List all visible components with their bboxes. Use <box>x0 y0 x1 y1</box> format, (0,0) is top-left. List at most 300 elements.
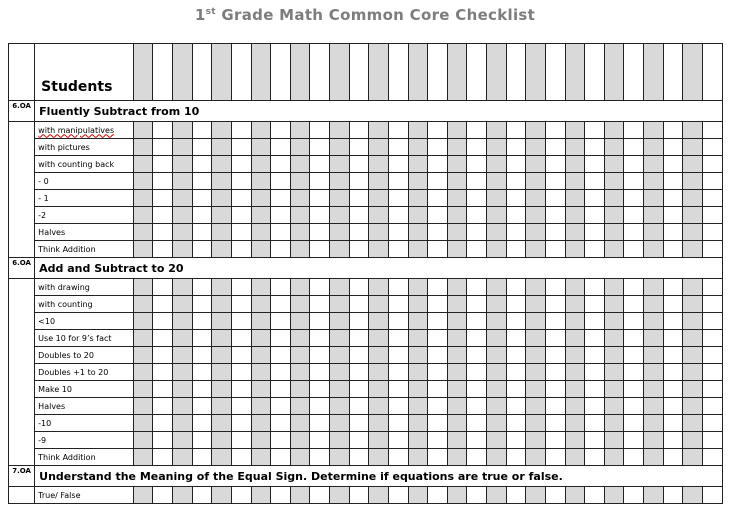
check-cell[interactable] <box>192 156 212 173</box>
student-name-cell[interactable] <box>644 44 664 101</box>
check-cell[interactable] <box>585 330 605 347</box>
check-cell[interactable] <box>447 364 467 381</box>
check-cell[interactable] <box>251 381 271 398</box>
check-cell[interactable] <box>663 432 683 449</box>
check-cell[interactable] <box>526 381 546 398</box>
check-cell[interactable] <box>271 279 291 296</box>
check-cell[interactable] <box>408 415 428 432</box>
check-cell[interactable] <box>192 313 212 330</box>
check-cell[interactable] <box>467 347 487 364</box>
check-cell[interactable] <box>585 207 605 224</box>
check-cell[interactable] <box>408 449 428 466</box>
check-cell[interactable] <box>251 398 271 415</box>
check-cell[interactable] <box>545 415 565 432</box>
check-cell[interactable] <box>173 207 193 224</box>
check-cell[interactable] <box>428 487 448 504</box>
check-cell[interactable] <box>624 364 644 381</box>
check-cell[interactable] <box>545 207 565 224</box>
check-cell[interactable] <box>408 139 428 156</box>
student-name-cell[interactable] <box>349 44 369 101</box>
check-cell[interactable] <box>290 330 310 347</box>
check-cell[interactable] <box>565 364 585 381</box>
check-cell[interactable] <box>192 122 212 139</box>
check-cell[interactable] <box>349 241 369 258</box>
check-cell[interactable] <box>526 279 546 296</box>
check-cell[interactable] <box>467 415 487 432</box>
check-cell[interactable] <box>231 487 251 504</box>
check-cell[interactable] <box>545 122 565 139</box>
check-cell[interactable] <box>663 364 683 381</box>
check-cell[interactable] <box>153 398 173 415</box>
check-cell[interactable] <box>565 241 585 258</box>
check-cell[interactable] <box>487 449 507 466</box>
check-cell[interactable] <box>526 156 546 173</box>
check-cell[interactable] <box>624 122 644 139</box>
check-cell[interactable] <box>251 207 271 224</box>
check-cell[interactable] <box>624 347 644 364</box>
check-cell[interactable] <box>506 207 526 224</box>
check-cell[interactable] <box>369 364 389 381</box>
check-cell[interactable] <box>271 224 291 241</box>
check-cell[interactable] <box>408 207 428 224</box>
check-cell[interactable] <box>644 313 664 330</box>
check-cell[interactable] <box>369 224 389 241</box>
check-cell[interactable] <box>231 190 251 207</box>
check-cell[interactable] <box>251 241 271 258</box>
check-cell[interactable] <box>310 156 330 173</box>
check-cell[interactable] <box>624 279 644 296</box>
check-cell[interactable] <box>702 279 722 296</box>
check-cell[interactable] <box>192 279 212 296</box>
check-cell[interactable] <box>388 415 408 432</box>
check-cell[interactable] <box>330 398 350 415</box>
student-name-cell[interactable] <box>467 44 487 101</box>
check-cell[interactable] <box>565 381 585 398</box>
check-cell[interactable] <box>545 347 565 364</box>
check-cell[interactable] <box>271 241 291 258</box>
check-cell[interactable] <box>408 313 428 330</box>
check-cell[interactable] <box>487 432 507 449</box>
student-name-cell[interactable] <box>251 44 271 101</box>
check-cell[interactable] <box>604 224 624 241</box>
check-cell[interactable] <box>133 487 153 504</box>
check-cell[interactable] <box>290 139 310 156</box>
check-cell[interactable] <box>388 241 408 258</box>
check-cell[interactable] <box>231 139 251 156</box>
check-cell[interactable] <box>604 364 624 381</box>
check-cell[interactable] <box>702 224 722 241</box>
check-cell[interactable] <box>369 487 389 504</box>
check-cell[interactable] <box>369 296 389 313</box>
check-cell[interactable] <box>330 381 350 398</box>
check-cell[interactable] <box>192 224 212 241</box>
check-cell[interactable] <box>663 487 683 504</box>
check-cell[interactable] <box>310 122 330 139</box>
check-cell[interactable] <box>565 173 585 190</box>
check-cell[interactable] <box>585 487 605 504</box>
check-cell[interactable] <box>683 207 703 224</box>
check-cell[interactable] <box>290 241 310 258</box>
check-cell[interactable] <box>447 415 467 432</box>
check-cell[interactable] <box>663 156 683 173</box>
check-cell[interactable] <box>683 296 703 313</box>
check-cell[interactable] <box>526 296 546 313</box>
check-cell[interactable] <box>624 296 644 313</box>
check-cell[interactable] <box>173 190 193 207</box>
check-cell[interactable] <box>663 190 683 207</box>
check-cell[interactable] <box>487 224 507 241</box>
check-cell[interactable] <box>408 398 428 415</box>
check-cell[interactable] <box>330 156 350 173</box>
check-cell[interactable] <box>330 415 350 432</box>
check-cell[interactable] <box>624 190 644 207</box>
check-cell[interactable] <box>506 415 526 432</box>
check-cell[interactable] <box>153 449 173 466</box>
check-cell[interactable] <box>565 122 585 139</box>
check-cell[interactable] <box>369 139 389 156</box>
check-cell[interactable] <box>487 415 507 432</box>
check-cell[interactable] <box>133 139 153 156</box>
check-cell[interactable] <box>251 296 271 313</box>
check-cell[interactable] <box>388 224 408 241</box>
check-cell[interactable] <box>604 207 624 224</box>
check-cell[interactable] <box>153 279 173 296</box>
check-cell[interactable] <box>369 156 389 173</box>
check-cell[interactable] <box>349 398 369 415</box>
check-cell[interactable] <box>408 330 428 347</box>
check-cell[interactable] <box>545 190 565 207</box>
check-cell[interactable] <box>487 122 507 139</box>
check-cell[interactable] <box>467 432 487 449</box>
check-cell[interactable] <box>506 139 526 156</box>
check-cell[interactable] <box>133 296 153 313</box>
check-cell[interactable] <box>271 207 291 224</box>
check-cell[interactable] <box>173 415 193 432</box>
check-cell[interactable] <box>644 279 664 296</box>
check-cell[interactable] <box>702 313 722 330</box>
check-cell[interactable] <box>604 241 624 258</box>
check-cell[interactable] <box>487 381 507 398</box>
check-cell[interactable] <box>585 347 605 364</box>
check-cell[interactable] <box>408 296 428 313</box>
check-cell[interactable] <box>173 313 193 330</box>
check-cell[interactable] <box>310 330 330 347</box>
check-cell[interactable] <box>565 279 585 296</box>
check-cell[interactable] <box>192 381 212 398</box>
check-cell[interactable] <box>428 313 448 330</box>
check-cell[interactable] <box>369 207 389 224</box>
check-cell[interactable] <box>192 347 212 364</box>
check-cell[interactable] <box>310 241 330 258</box>
check-cell[interactable] <box>133 173 153 190</box>
check-cell[interactable] <box>330 139 350 156</box>
check-cell[interactable] <box>212 364 232 381</box>
check-cell[interactable] <box>212 313 232 330</box>
check-cell[interactable] <box>153 296 173 313</box>
check-cell[interactable] <box>212 224 232 241</box>
check-cell[interactable] <box>487 330 507 347</box>
check-cell[interactable] <box>624 415 644 432</box>
check-cell[interactable] <box>526 432 546 449</box>
check-cell[interactable] <box>447 241 467 258</box>
check-cell[interactable] <box>153 156 173 173</box>
check-cell[interactable] <box>447 347 467 364</box>
student-name-cell[interactable] <box>545 44 565 101</box>
student-name-cell[interactable] <box>330 44 350 101</box>
check-cell[interactable] <box>349 364 369 381</box>
check-cell[interactable] <box>428 364 448 381</box>
check-cell[interactable] <box>506 449 526 466</box>
check-cell[interactable] <box>467 449 487 466</box>
check-cell[interactable] <box>585 296 605 313</box>
check-cell[interactable] <box>467 156 487 173</box>
check-cell[interactable] <box>212 173 232 190</box>
check-cell[interactable] <box>624 241 644 258</box>
check-cell[interactable] <box>349 347 369 364</box>
check-cell[interactable] <box>231 364 251 381</box>
check-cell[interactable] <box>153 241 173 258</box>
check-cell[interactable] <box>428 415 448 432</box>
check-cell[interactable] <box>526 449 546 466</box>
check-cell[interactable] <box>683 224 703 241</box>
check-cell[interactable] <box>290 398 310 415</box>
check-cell[interactable] <box>663 241 683 258</box>
check-cell[interactable] <box>231 156 251 173</box>
check-cell[interactable] <box>369 279 389 296</box>
check-cell[interactable] <box>663 415 683 432</box>
check-cell[interactable] <box>369 432 389 449</box>
check-cell[interactable] <box>212 449 232 466</box>
check-cell[interactable] <box>428 432 448 449</box>
check-cell[interactable] <box>565 347 585 364</box>
check-cell[interactable] <box>604 449 624 466</box>
check-cell[interactable] <box>526 415 546 432</box>
check-cell[interactable] <box>644 122 664 139</box>
check-cell[interactable] <box>212 279 232 296</box>
check-cell[interactable] <box>349 173 369 190</box>
check-cell[interactable] <box>290 190 310 207</box>
check-cell[interactable] <box>702 347 722 364</box>
check-cell[interactable] <box>702 381 722 398</box>
check-cell[interactable] <box>467 241 487 258</box>
check-cell[interactable] <box>487 241 507 258</box>
check-cell[interactable] <box>133 207 153 224</box>
check-cell[interactable] <box>428 224 448 241</box>
check-cell[interactable] <box>702 296 722 313</box>
check-cell[interactable] <box>251 224 271 241</box>
check-cell[interactable] <box>192 398 212 415</box>
student-name-cell[interactable] <box>369 44 389 101</box>
check-cell[interactable] <box>388 432 408 449</box>
check-cell[interactable] <box>153 487 173 504</box>
check-cell[interactable] <box>565 207 585 224</box>
check-cell[interactable] <box>349 190 369 207</box>
check-cell[interactable] <box>251 415 271 432</box>
check-cell[interactable] <box>565 190 585 207</box>
check-cell[interactable] <box>487 487 507 504</box>
student-name-cell[interactable] <box>212 44 232 101</box>
check-cell[interactable] <box>231 415 251 432</box>
check-cell[interactable] <box>251 487 271 504</box>
student-name-cell[interactable] <box>604 44 624 101</box>
check-cell[interactable] <box>506 190 526 207</box>
check-cell[interactable] <box>251 139 271 156</box>
check-cell[interactable] <box>271 330 291 347</box>
check-cell[interactable] <box>408 279 428 296</box>
check-cell[interactable] <box>192 207 212 224</box>
check-cell[interactable] <box>133 347 153 364</box>
check-cell[interactable] <box>251 347 271 364</box>
check-cell[interactable] <box>428 347 448 364</box>
check-cell[interactable] <box>545 296 565 313</box>
check-cell[interactable] <box>545 364 565 381</box>
check-cell[interactable] <box>212 381 232 398</box>
check-cell[interactable] <box>310 449 330 466</box>
student-name-cell[interactable] <box>526 44 546 101</box>
check-cell[interactable] <box>526 347 546 364</box>
check-cell[interactable] <box>310 381 330 398</box>
check-cell[interactable] <box>506 313 526 330</box>
check-cell[interactable] <box>526 487 546 504</box>
check-cell[interactable] <box>428 190 448 207</box>
check-cell[interactable] <box>388 173 408 190</box>
check-cell[interactable] <box>624 139 644 156</box>
check-cell[interactable] <box>663 207 683 224</box>
check-cell[interactable] <box>604 398 624 415</box>
check-cell[interactable] <box>487 207 507 224</box>
check-cell[interactable] <box>447 224 467 241</box>
check-cell[interactable] <box>663 139 683 156</box>
check-cell[interactable] <box>487 156 507 173</box>
check-cell[interactable] <box>251 190 271 207</box>
check-cell[interactable] <box>683 487 703 504</box>
check-cell[interactable] <box>290 279 310 296</box>
check-cell[interactable] <box>153 207 173 224</box>
check-cell[interactable] <box>683 139 703 156</box>
check-cell[interactable] <box>369 313 389 330</box>
check-cell[interactable] <box>506 347 526 364</box>
check-cell[interactable] <box>290 487 310 504</box>
check-cell[interactable] <box>683 156 703 173</box>
check-cell[interactable] <box>447 279 467 296</box>
check-cell[interactable] <box>271 398 291 415</box>
check-cell[interactable] <box>271 487 291 504</box>
check-cell[interactable] <box>212 347 232 364</box>
check-cell[interactable] <box>330 224 350 241</box>
check-cell[interactable] <box>624 207 644 224</box>
check-cell[interactable] <box>467 279 487 296</box>
check-cell[interactable] <box>545 330 565 347</box>
check-cell[interactable] <box>683 432 703 449</box>
check-cell[interactable] <box>330 190 350 207</box>
check-cell[interactable] <box>173 224 193 241</box>
check-cell[interactable] <box>251 279 271 296</box>
check-cell[interactable] <box>644 190 664 207</box>
check-cell[interactable] <box>349 156 369 173</box>
check-cell[interactable] <box>585 364 605 381</box>
check-cell[interactable] <box>369 449 389 466</box>
check-cell[interactable] <box>408 241 428 258</box>
check-cell[interactable] <box>231 296 251 313</box>
check-cell[interactable] <box>644 173 664 190</box>
check-cell[interactable] <box>251 432 271 449</box>
check-cell[interactable] <box>369 381 389 398</box>
check-cell[interactable] <box>388 122 408 139</box>
check-cell[interactable] <box>330 364 350 381</box>
check-cell[interactable] <box>388 279 408 296</box>
check-cell[interactable] <box>624 330 644 347</box>
check-cell[interactable] <box>702 190 722 207</box>
student-name-cell[interactable] <box>388 44 408 101</box>
check-cell[interactable] <box>702 364 722 381</box>
check-cell[interactable] <box>545 279 565 296</box>
check-cell[interactable] <box>604 432 624 449</box>
check-cell[interactable] <box>231 313 251 330</box>
check-cell[interactable] <box>565 313 585 330</box>
check-cell[interactable] <box>663 313 683 330</box>
check-cell[interactable] <box>467 122 487 139</box>
check-cell[interactable] <box>212 207 232 224</box>
check-cell[interactable] <box>271 347 291 364</box>
check-cell[interactable] <box>330 449 350 466</box>
check-cell[interactable] <box>173 279 193 296</box>
check-cell[interactable] <box>349 296 369 313</box>
check-cell[interactable] <box>310 207 330 224</box>
check-cell[interactable] <box>663 279 683 296</box>
check-cell[interactable] <box>506 296 526 313</box>
check-cell[interactable] <box>330 432 350 449</box>
check-cell[interactable] <box>683 398 703 415</box>
check-cell[interactable] <box>290 173 310 190</box>
check-cell[interactable] <box>428 381 448 398</box>
check-cell[interactable] <box>192 241 212 258</box>
check-cell[interactable] <box>467 381 487 398</box>
check-cell[interactable] <box>585 279 605 296</box>
check-cell[interactable] <box>506 487 526 504</box>
check-cell[interactable] <box>153 364 173 381</box>
check-cell[interactable] <box>408 156 428 173</box>
check-cell[interactable] <box>388 156 408 173</box>
check-cell[interactable] <box>545 139 565 156</box>
check-cell[interactable] <box>663 381 683 398</box>
check-cell[interactable] <box>683 241 703 258</box>
check-cell[interactable] <box>663 224 683 241</box>
check-cell[interactable] <box>173 330 193 347</box>
check-cell[interactable] <box>388 190 408 207</box>
student-name-cell[interactable] <box>624 44 644 101</box>
student-name-cell[interactable] <box>290 44 310 101</box>
check-cell[interactable] <box>526 207 546 224</box>
check-cell[interactable] <box>349 122 369 139</box>
check-cell[interactable] <box>133 122 153 139</box>
check-cell[interactable] <box>624 156 644 173</box>
student-name-cell[interactable] <box>153 44 173 101</box>
check-cell[interactable] <box>506 330 526 347</box>
check-cell[interactable] <box>271 449 291 466</box>
check-cell[interactable] <box>565 415 585 432</box>
check-cell[interactable] <box>310 224 330 241</box>
check-cell[interactable] <box>349 449 369 466</box>
check-cell[interactable] <box>251 173 271 190</box>
check-cell[interactable] <box>428 139 448 156</box>
check-cell[interactable] <box>644 364 664 381</box>
check-cell[interactable] <box>290 381 310 398</box>
check-cell[interactable] <box>271 173 291 190</box>
check-cell[interactable] <box>604 122 624 139</box>
check-cell[interactable] <box>153 347 173 364</box>
check-cell[interactable] <box>624 449 644 466</box>
check-cell[interactable] <box>467 190 487 207</box>
